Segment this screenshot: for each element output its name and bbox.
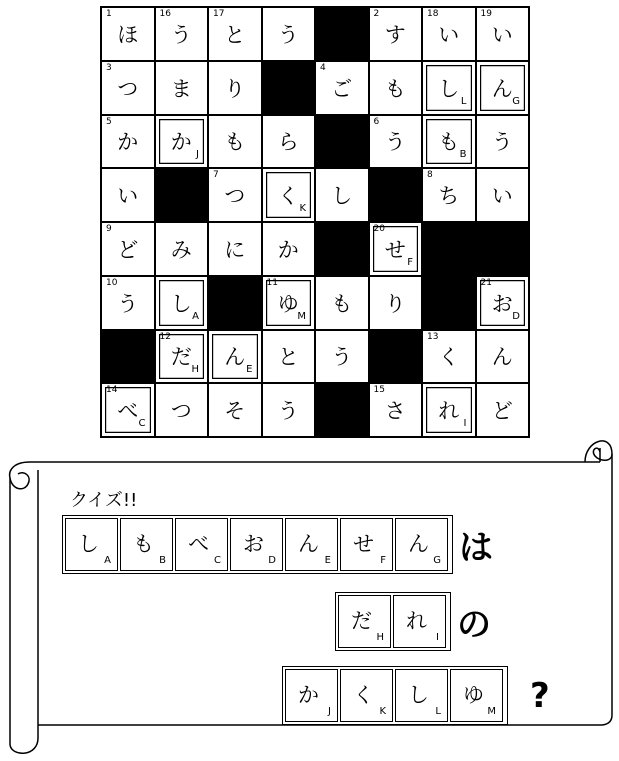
answer-kana: お xyxy=(243,531,264,556)
quiz-row-3 xyxy=(282,666,550,725)
particle-wa: は xyxy=(459,528,493,568)
answer-box[interactable] xyxy=(175,518,228,571)
cell-letter-tag: D xyxy=(512,310,520,322)
cell-kana: く xyxy=(277,184,299,209)
clue-number: 21 xyxy=(480,277,492,288)
quiz-row-1 xyxy=(62,515,493,574)
cell-letter-tag: M xyxy=(297,310,306,322)
cell-letter-tag: A xyxy=(192,310,199,322)
answer-kana: ん xyxy=(408,531,429,556)
clue-number: 8 xyxy=(427,170,433,181)
clue-number: 12 xyxy=(159,331,171,342)
answer-box[interactable] xyxy=(340,669,393,722)
clue-number: 10 xyxy=(106,277,118,288)
clue-number: 18 xyxy=(427,9,439,19)
cell-kana: つ xyxy=(117,76,139,101)
answer-box[interactable] xyxy=(230,518,283,571)
clue-number: 20 xyxy=(373,224,385,234)
cell-kana: い xyxy=(491,184,513,209)
clue-number: 11 xyxy=(266,277,278,288)
cell-kana: り xyxy=(224,76,246,101)
cell-kana: ゆ xyxy=(277,291,299,316)
cell-kana: う xyxy=(491,130,513,155)
clue-number: 2 xyxy=(373,9,380,19)
answer-letter-tag: H xyxy=(376,632,384,643)
cell-kana: か xyxy=(277,237,299,262)
answer-box[interactable] xyxy=(120,518,173,571)
answer-kana: し xyxy=(78,531,99,556)
cell-kana: お xyxy=(491,291,513,316)
answer-letter-tag: E xyxy=(324,555,331,566)
clue-number: 1 xyxy=(106,9,112,19)
cell-letter-tag: C xyxy=(138,418,146,429)
cell-kana: い xyxy=(117,184,139,209)
answer-letter-tag: A xyxy=(104,555,111,566)
answer-kana: ん xyxy=(298,531,319,556)
cell-letter-tag: L xyxy=(460,95,467,107)
cell-kana: ん xyxy=(491,345,513,370)
cell-kana: う xyxy=(331,345,353,370)
cell-kana: し xyxy=(170,291,192,316)
cell-kana: も xyxy=(438,130,460,155)
answer-box[interactable] xyxy=(340,518,393,571)
answer-letter-tag: L xyxy=(435,706,441,717)
answer-boxes-3 xyxy=(282,666,508,725)
answer-letter-tag: B xyxy=(159,555,166,566)
particle-no: の xyxy=(457,605,491,645)
cell-kana: べ xyxy=(117,399,139,424)
cell-kana: み xyxy=(170,237,192,262)
cell-letter-tag: H xyxy=(191,364,199,376)
clue-number: 4 xyxy=(320,62,326,73)
answer-kana: ゆ xyxy=(463,682,484,707)
clue-number: 5 xyxy=(106,116,112,127)
cell-kana: か xyxy=(117,130,139,155)
clue-number: 13 xyxy=(427,331,439,342)
answer-letter-tag: J xyxy=(328,706,331,717)
cell-kana: ま xyxy=(170,76,192,101)
answer-box[interactable] xyxy=(395,518,448,571)
cell-kana: と xyxy=(277,345,299,370)
cell-kana: も xyxy=(224,130,246,155)
cell-kana: す xyxy=(384,22,406,47)
answer-kana: く xyxy=(353,682,374,707)
answer-box[interactable] xyxy=(338,595,391,648)
cell-kana: う xyxy=(384,130,406,155)
answer-kana: だ xyxy=(351,608,372,633)
answer-box[interactable] xyxy=(450,669,503,722)
clue-number: 17 xyxy=(213,9,225,19)
cell-letter-tag: J xyxy=(196,149,199,161)
cell-kana: し xyxy=(331,184,353,209)
cell-kana: う xyxy=(170,22,192,47)
answer-kana: し xyxy=(408,682,429,707)
answer-boxes-1 xyxy=(62,515,453,574)
clue-number: 15 xyxy=(373,385,385,396)
cell-kana: く xyxy=(438,345,460,370)
answer-letter-tag: M xyxy=(487,706,496,717)
cell-kana: い xyxy=(438,22,460,47)
cell-kana: り xyxy=(384,291,406,316)
answer-box[interactable] xyxy=(285,669,338,722)
answer-letter-tag: G xyxy=(433,555,441,566)
cell-kana: ん xyxy=(491,76,513,101)
cell-kana: ほ xyxy=(117,22,139,47)
cell-kana: ん xyxy=(224,345,246,370)
cell-kana: ら xyxy=(277,130,299,155)
cell-kana: う xyxy=(277,399,299,424)
clue-number: 7 xyxy=(213,170,219,181)
cell-kana: ち xyxy=(438,184,460,209)
cell-kana: ご xyxy=(331,76,353,101)
cell-kana: つ xyxy=(170,399,192,424)
answer-boxes-2 xyxy=(335,592,451,651)
cell-kana: も xyxy=(384,76,406,101)
cell-letter-tag: G xyxy=(512,95,520,107)
answer-letter-tag: F xyxy=(380,555,386,566)
cell-kana: ど xyxy=(117,237,139,262)
cell-letter-tag: I xyxy=(463,418,467,429)
answer-letter-tag: K xyxy=(379,706,386,717)
answer-box[interactable] xyxy=(393,595,446,648)
cell-kana: そ xyxy=(224,399,246,424)
cell-kana: に xyxy=(224,237,246,262)
answer-kana: も xyxy=(133,531,154,556)
cell-kana: れ xyxy=(438,399,460,424)
cell-kana: せ xyxy=(384,237,406,262)
cell-kana: う xyxy=(117,291,139,316)
answer-box[interactable] xyxy=(395,669,448,722)
answer-letter-tag: C xyxy=(214,555,221,566)
cell-letter-tag: F xyxy=(407,256,413,268)
answer-kana: れ xyxy=(406,608,427,633)
clue-number: 6 xyxy=(373,116,380,127)
cell-kana: と xyxy=(224,22,246,47)
answer-kana: べ xyxy=(188,531,209,556)
cell-letter-tag: K xyxy=(299,203,306,214)
clue-number: 9 xyxy=(106,224,112,234)
question-mark: ? xyxy=(530,675,550,716)
answer-kana: せ xyxy=(353,531,374,556)
quiz-row-2 xyxy=(335,592,491,651)
cell-kana: ど xyxy=(491,399,513,424)
cell-kana: つ xyxy=(224,184,246,209)
clue-number: 19 xyxy=(480,9,492,19)
cell-kana: だ xyxy=(170,345,192,370)
clue-number: 14 xyxy=(106,385,118,396)
cell-letter-tag: B xyxy=(459,149,467,161)
clue-number: 3 xyxy=(106,62,112,73)
cell-kana: う xyxy=(277,22,299,47)
answer-box[interactable] xyxy=(285,518,338,571)
quiz-title: クイズ!! xyxy=(70,490,138,511)
cell-kana: い xyxy=(491,22,513,47)
cell-letter-tag: E xyxy=(246,364,253,376)
cell-kana: か xyxy=(170,130,192,155)
answer-kana: か xyxy=(298,682,319,707)
answer-letter-tag: D xyxy=(268,555,276,566)
cell-kana: さ xyxy=(384,399,406,424)
cell-kana: も xyxy=(331,291,353,316)
answer-box[interactable] xyxy=(65,518,118,571)
cell-kana: し xyxy=(438,76,460,101)
clue-number: 16 xyxy=(159,9,171,19)
answer-letter-tag: I xyxy=(436,632,439,643)
